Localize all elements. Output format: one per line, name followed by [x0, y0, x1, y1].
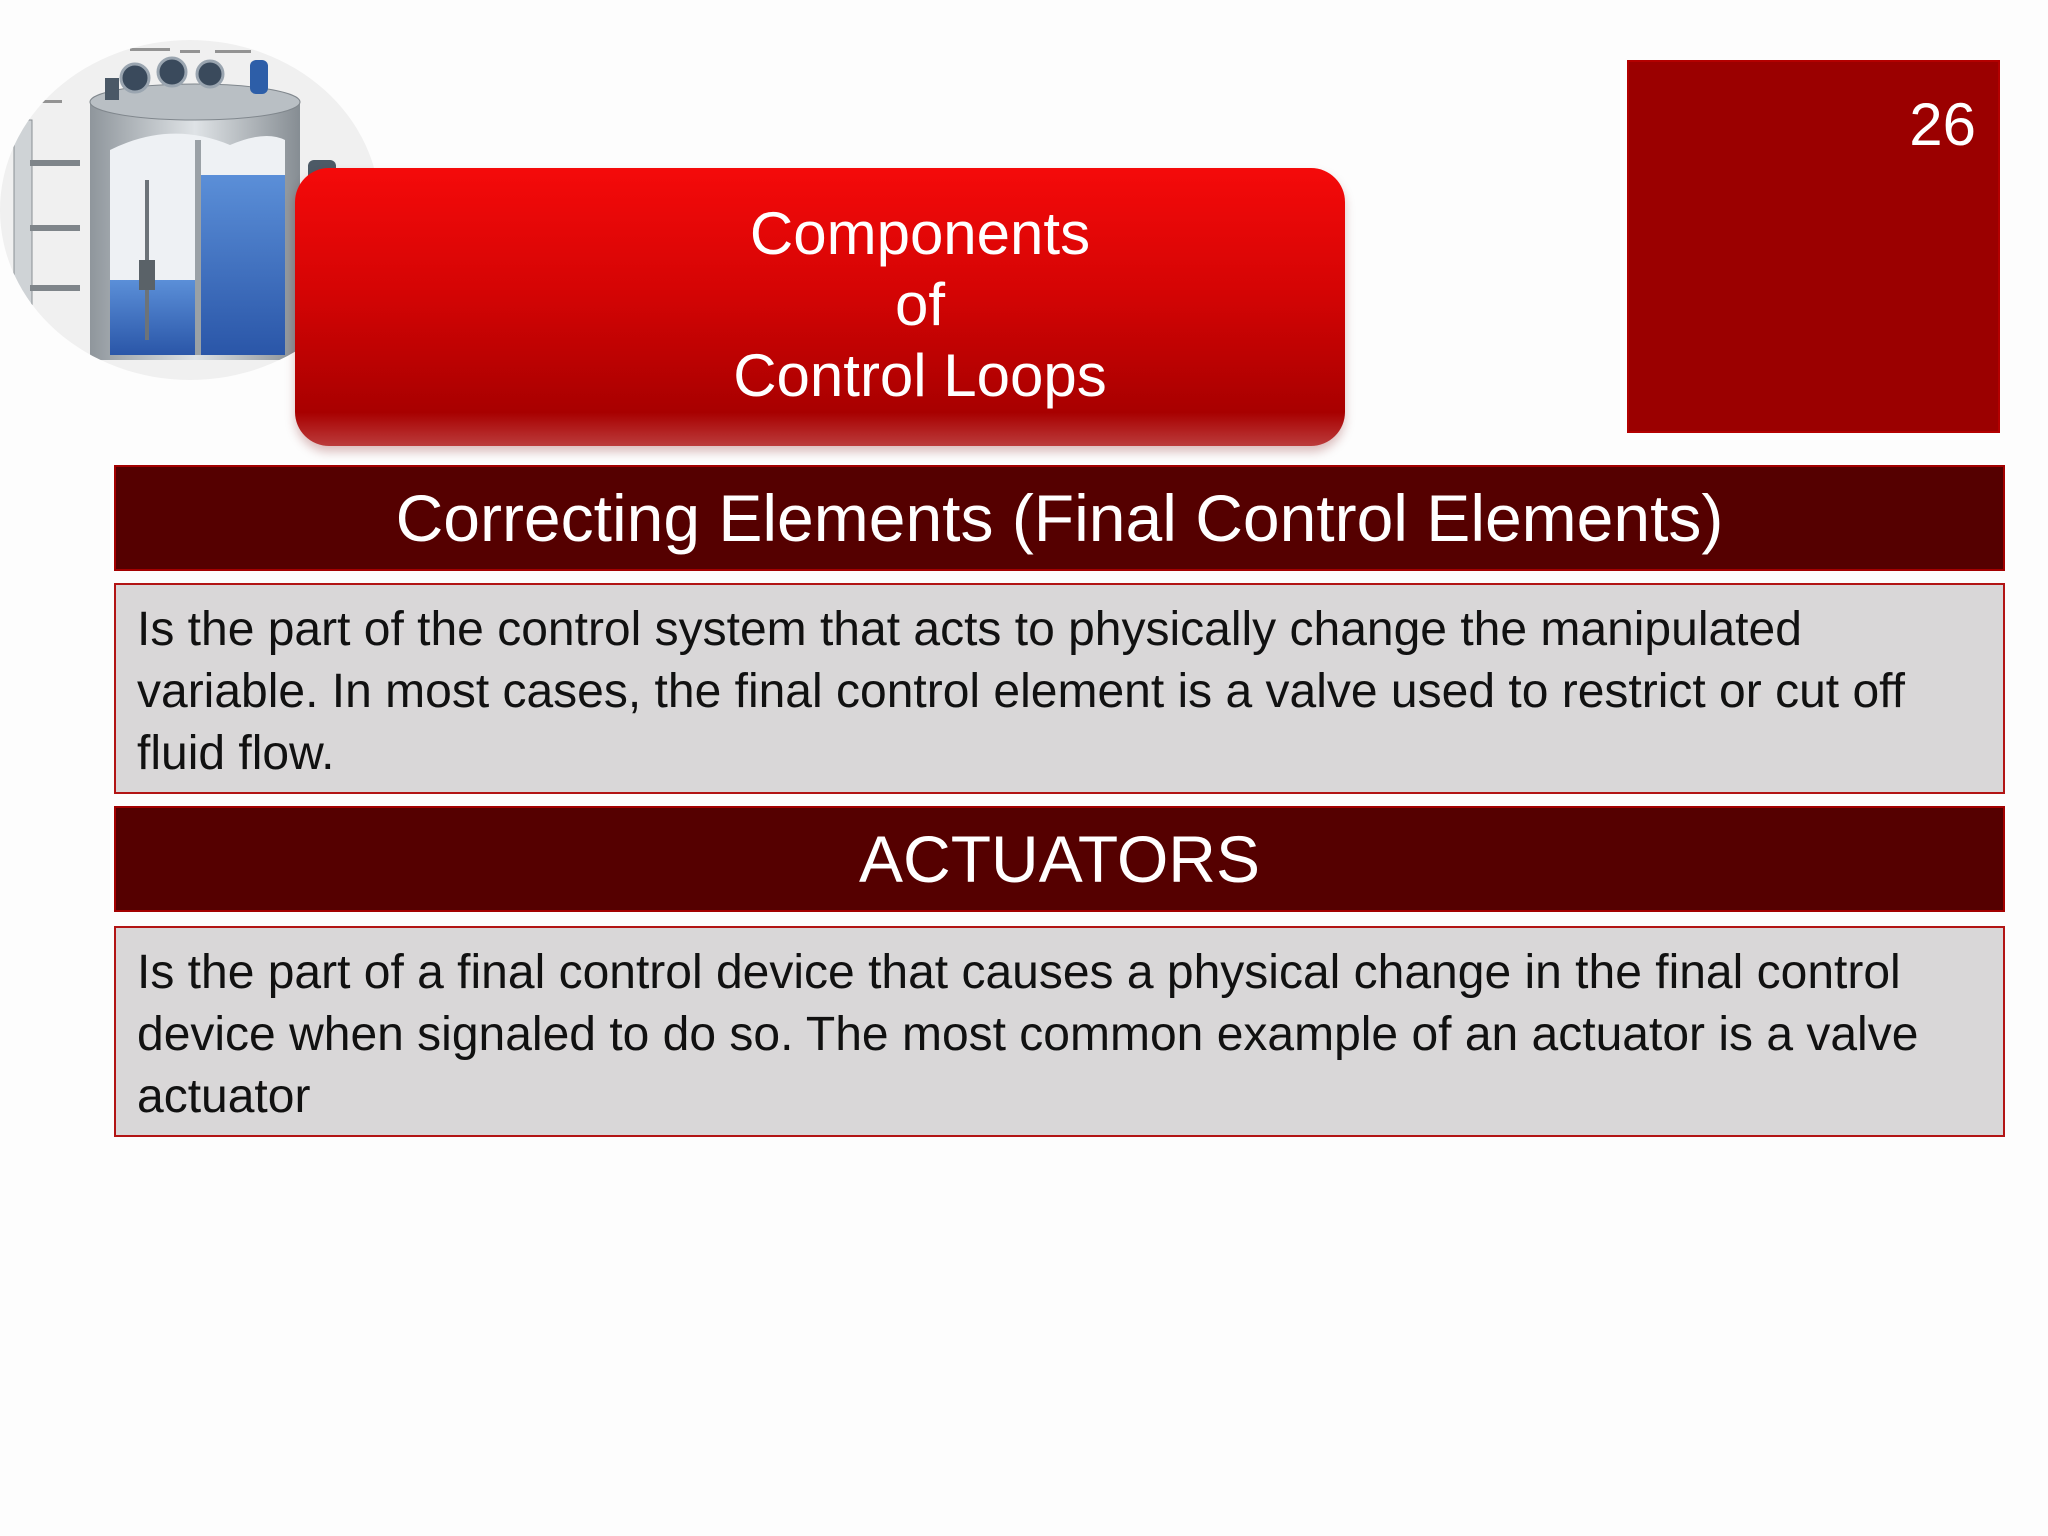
title-line-2: of — [894, 271, 946, 338]
section-body-actuators: Is the part of a final control device that causes a physical change in the final control device when signaled to do so. The most common example of an actuator is a valve actuator — [114, 926, 2005, 1137]
title-line-1: Components — [749, 200, 1091, 267]
page-number: 26 — [1909, 91, 1976, 158]
page-number-box — [1627, 60, 2000, 433]
section-heading-correcting-elements: Correcting Elements (Final Control Elements) — [114, 465, 2005, 571]
section-body-correcting-elements: Is the part of the control system that acts to physically change the manipulated variable. In most cases, the final control element is a valve used to restrict or cut off fluid flow. — [114, 583, 2005, 794]
section-heading-actuators: ACTUATORS — [114, 806, 2005, 912]
slide-title — [680, 198, 1160, 411]
title-line-3: Control Loops — [733, 342, 1107, 409]
